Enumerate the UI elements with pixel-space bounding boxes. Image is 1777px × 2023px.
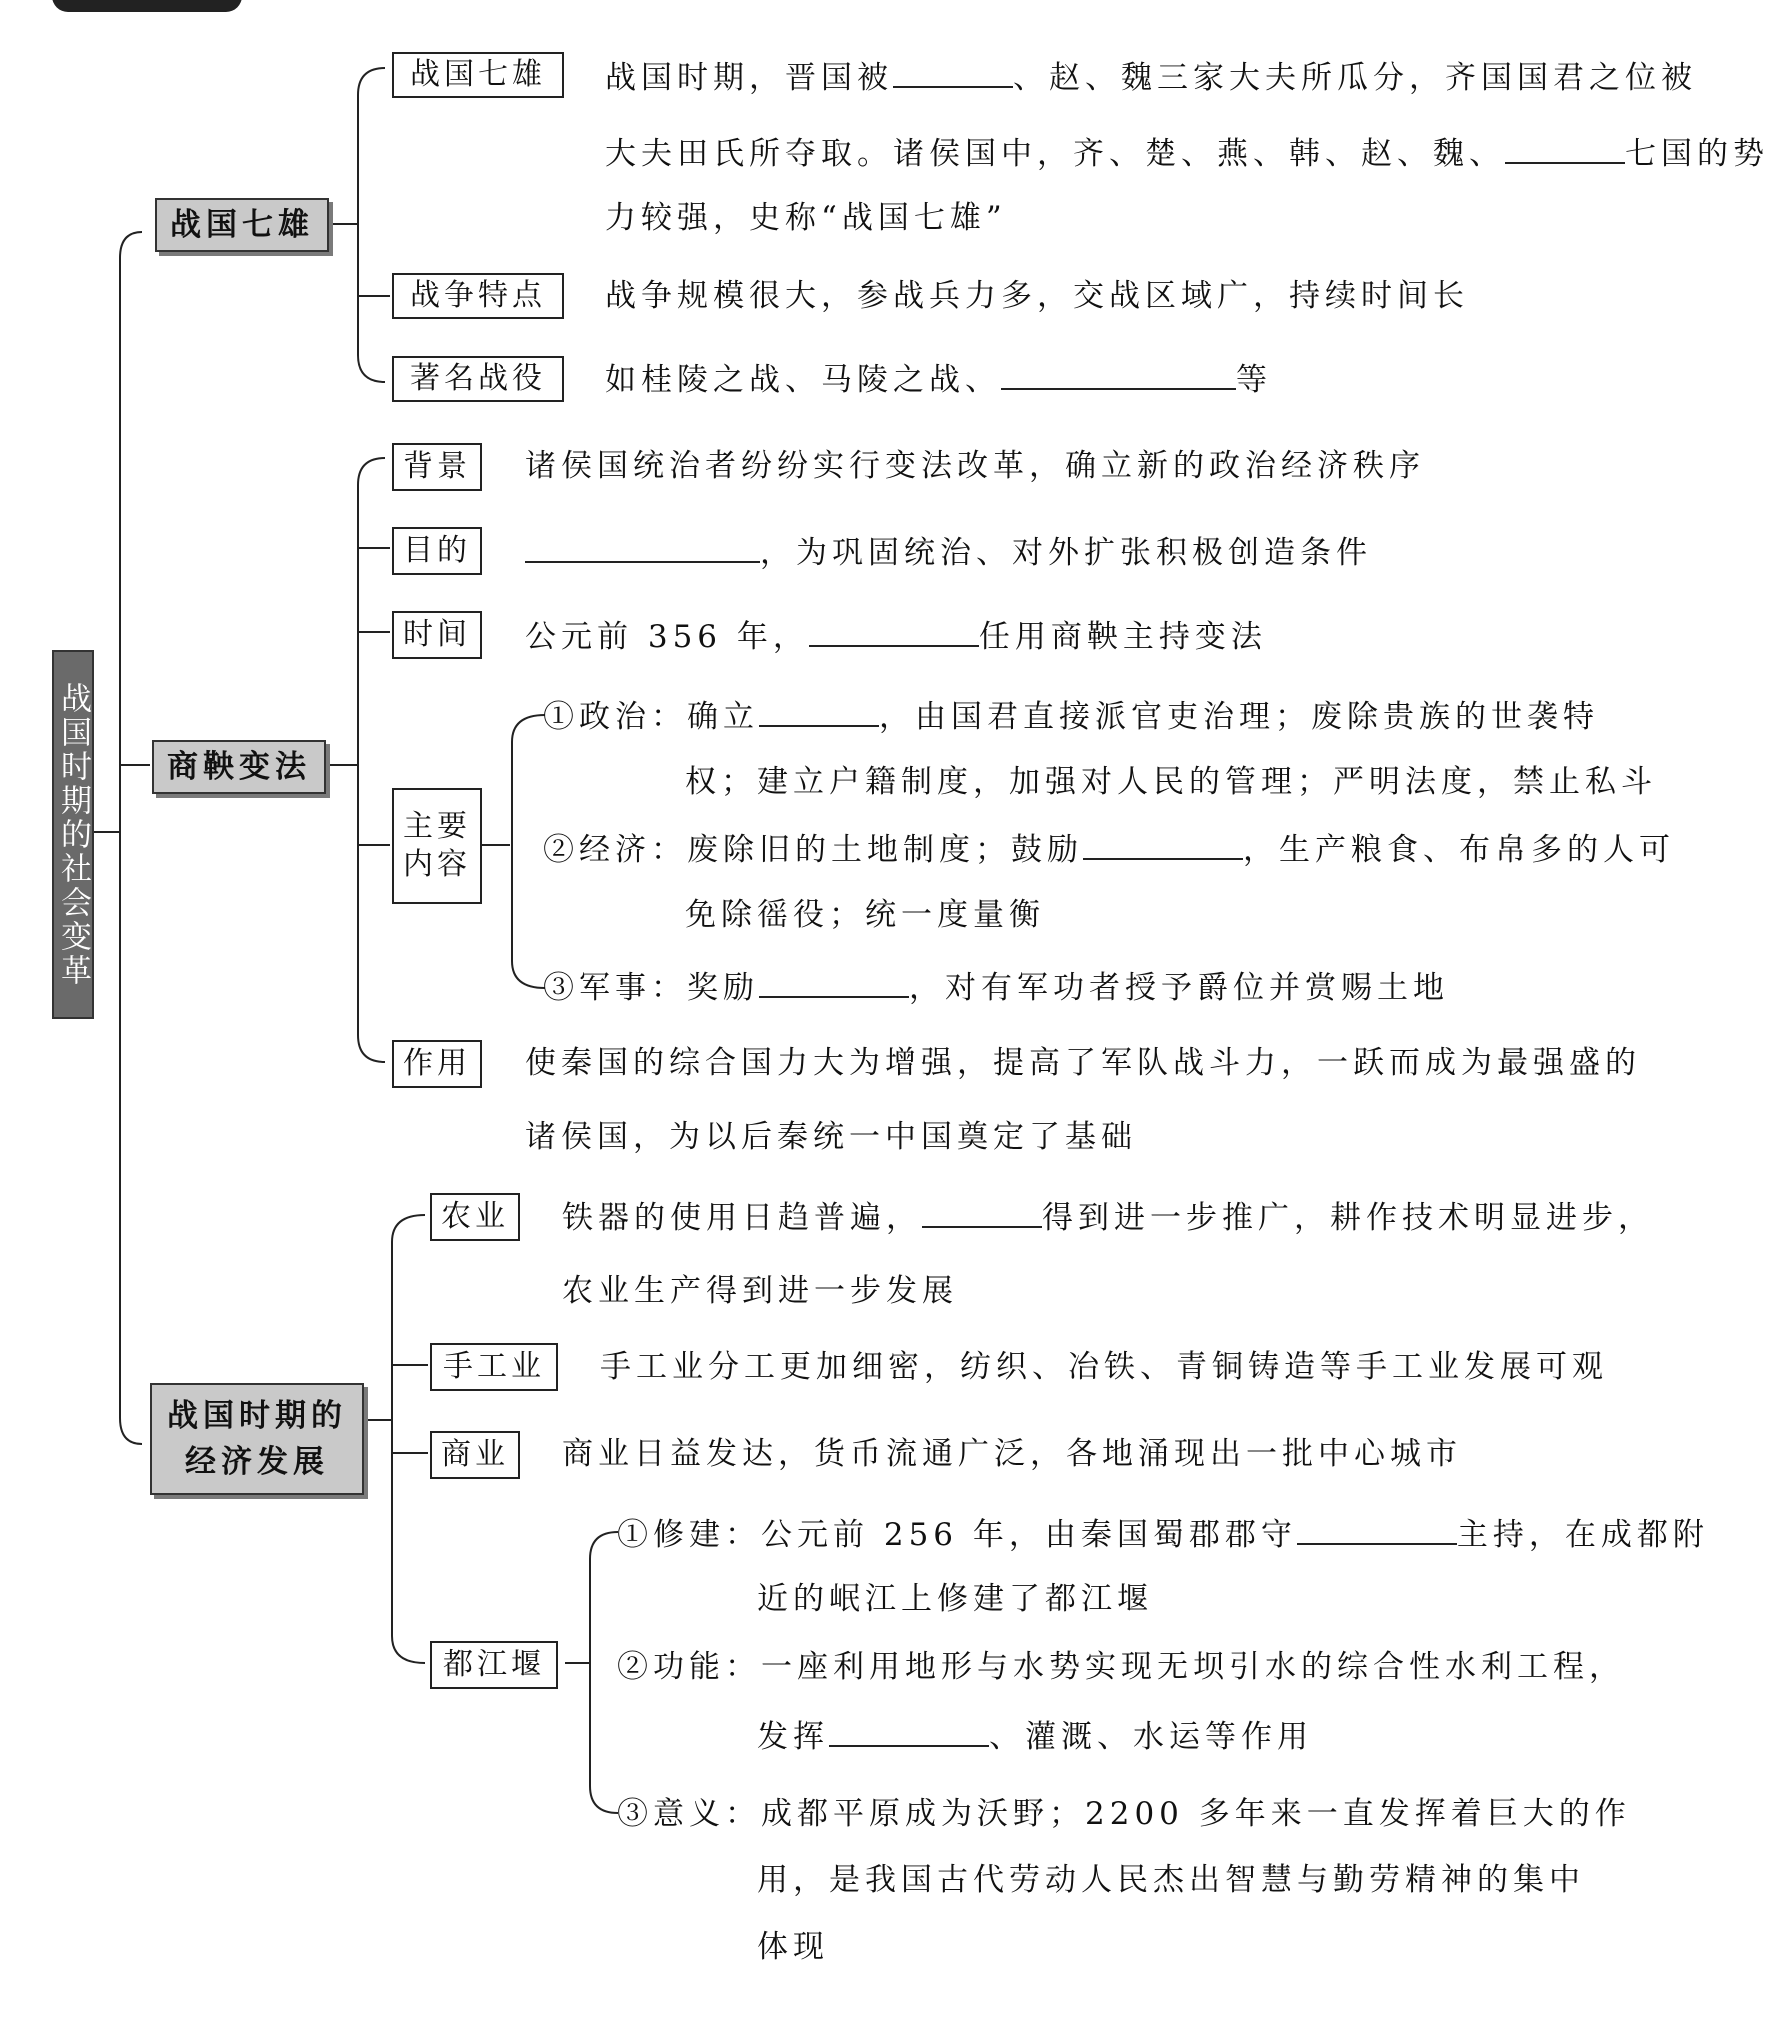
text-segment: ①修建：公元前 256 年，由秦国蜀郡郡守 [617, 1517, 1297, 1553]
text-segment: ，由国君直接派官吏治理；废除贵族的世袭特 [879, 699, 1599, 735]
text-segment: 、灌溉、水运等作用 [989, 1719, 1313, 1755]
commerce-text: 商业日益发达，货币流通广泛，各地涌现出一批中心城市 [562, 1436, 1462, 1472]
text-segment: ③军事：奖励 [543, 970, 759, 1006]
label-purpose: 目的 [392, 527, 482, 575]
military-text [543, 966, 1449, 1008]
effect-line1: 使秦国的综合国力大为增强，提高了军队战斗力，一跃而成为最强盛的 [525, 1045, 1641, 1081]
fill-blank[interactable] [759, 966, 909, 998]
meaning-line2: 用，是我国古代劳动人民杰出智慧与勤劳精神的集中 [757, 1862, 1585, 1898]
politics-line2: 权；建立户籍制度，加强对人民的管理；严明法度，禁止私斗 [685, 764, 1657, 800]
text-segment: 主持，在成都附 [1456, 1517, 1709, 1553]
politics-line1 [543, 695, 1599, 737]
fill-blank[interactable] [829, 1715, 989, 1747]
fill-blank[interactable] [525, 531, 760, 563]
text-segment: 、赵、魏三家大夫所瓜分，齐国国君之位被 [1013, 60, 1697, 96]
function-line1: ②功能：一座利用地形与水势实现无坝引水的综合性水利工程， [617, 1649, 1625, 1685]
text-segment: 公元前 356 年， [525, 619, 809, 655]
build-line2: 近的岷江上修建了都江堰 [757, 1581, 1153, 1617]
text-segment: 发挥 [757, 1719, 829, 1755]
fill-blank[interactable] [893, 56, 1013, 88]
label-effect: 作用 [392, 1040, 482, 1088]
label-background: 背景 [392, 443, 482, 491]
time-text [525, 615, 1267, 657]
text-segment: ，为巩固统治、对外扩张积极创造条件 [760, 535, 1372, 571]
economy-line2: 免除徭役；统一度量衡 [685, 897, 1045, 933]
text-segment: 铁器的使用日趋普遍， [562, 1200, 922, 1236]
label-dujiangyan: 都江堰 [430, 1641, 558, 1689]
fill-blank[interactable] [1001, 358, 1236, 390]
function-line2 [757, 1715, 1313, 1757]
label-famous-battles: 著名战役 [392, 356, 564, 402]
topic-jingji-line1: 战国时期的 [167, 1398, 347, 1434]
text-segment: 如桂陵之战、马陵之战、 [605, 362, 1001, 398]
root-title: 战国时期的社会变革 [52, 650, 94, 1019]
label-commerce: 商业 [430, 1431, 520, 1479]
label-agriculture: 农业 [430, 1193, 520, 1241]
fill-blank[interactable] [759, 695, 879, 727]
fill-blank[interactable] [1297, 1513, 1457, 1545]
famous-battles-text [605, 358, 1272, 400]
qixiong-text-line1 [605, 56, 1697, 98]
text-segment: 大夫田氏所夺取。诸侯国中，齐、楚、燕、韩、赵、魏、 [605, 136, 1505, 172]
agriculture-line2: 农业生产得到进一步发展 [562, 1273, 958, 1309]
topic-jingji [150, 1383, 364, 1495]
text-segment: 七国的势 [1625, 136, 1769, 172]
fill-blank[interactable] [922, 1196, 1042, 1228]
label-qixiong: 战国七雄 [392, 52, 564, 98]
topic-jingji-line2: 经济发展 [185, 1444, 329, 1480]
meaning-line1: ③意义：成都平原成为沃野；2200 多年来一直发挥着巨大的作 [617, 1796, 1631, 1832]
text-segment: ，生产粮食、布帛多的人可 [1243, 832, 1675, 868]
label-handicraft: 手工业 [430, 1343, 558, 1391]
fill-blank[interactable] [809, 615, 979, 647]
label-war-features: 战争特点 [392, 273, 564, 319]
text-segment: 得到进一步推广，耕作技术明显进步， [1042, 1200, 1654, 1236]
meaning-line3: 体现 [757, 1929, 829, 1965]
text-segment: ，对有军功者授予爵位并赏赐土地 [909, 970, 1449, 1006]
purpose-text [525, 531, 1372, 573]
handicraft-text: 手工业分工更加细密，纺织、冶铁、青铜铸造等手工业发展可观 [600, 1349, 1608, 1385]
fill-blank[interactable] [1505, 132, 1625, 164]
text-segment: 战国时期，晋国被 [605, 60, 893, 96]
agriculture-line1 [562, 1196, 1654, 1238]
label-line: 内容 [403, 847, 471, 882]
war-features-text: 战争规模很大，参战兵力多，交战区域广，持续时间长 [605, 278, 1469, 314]
qixiong-text-line2 [605, 132, 1769, 174]
label-main-content [392, 788, 482, 904]
fill-blank[interactable] [1083, 828, 1243, 860]
text-segment: ①政治：确立 [543, 699, 759, 735]
text-segment: 任用商鞅主持变法 [978, 619, 1267, 655]
label-time: 时间 [392, 611, 482, 659]
economy-line1 [543, 828, 1675, 870]
background-text: 诸侯国统治者纷纷实行变法改革，确立新的政治经济秩序 [525, 448, 1425, 484]
text-segment: 等 [1236, 362, 1272, 398]
qixiong-text-line3: 力较强，史称“战国七雄” [605, 200, 1007, 236]
effect-line2: 诸侯国，为以后秦统一中国奠定了基础 [525, 1119, 1137, 1155]
topic-qixiong: 战国七雄 [155, 198, 329, 252]
topic-shangyang: 商鞅变法 [152, 740, 326, 794]
text-segment: ②经济：废除旧的土地制度；鼓励 [543, 832, 1083, 868]
label-line: 主要 [403, 809, 471, 844]
build-line1 [617, 1513, 1709, 1555]
